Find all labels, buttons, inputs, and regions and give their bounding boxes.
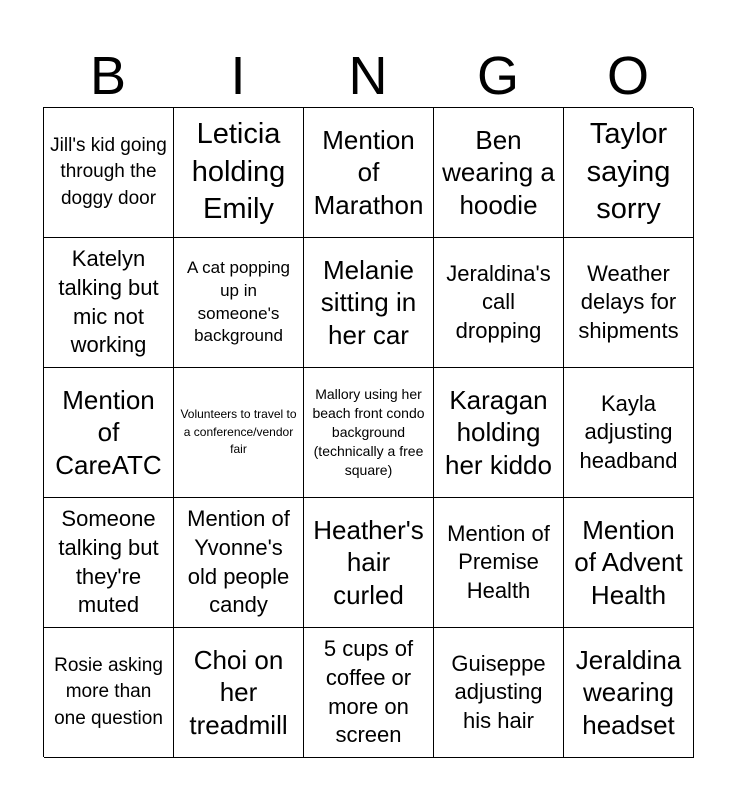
bingo-cell[interactable] [174, 628, 304, 758]
cell-text: Volunteers to travel to a conference/vendor fair [180, 407, 297, 457]
bingo-cell[interactable] [174, 238, 304, 368]
cell-text: Mention of Advent Health [574, 514, 683, 610]
cell-text: Taylor saying sorry [586, 117, 671, 226]
bingo-cell[interactable] [304, 238, 434, 368]
header-letter-o: O [606, 46, 649, 106]
bingo-cell[interactable] [44, 238, 174, 368]
bingo-grid [43, 107, 693, 757]
cell-text: Mention of CareATC [55, 384, 162, 480]
header-letter-b: B [89, 46, 127, 106]
cell-text: Kayla adjusting headband [579, 390, 678, 473]
header-letter-n: N [348, 46, 388, 106]
bingo-cell[interactable] [304, 628, 434, 758]
bingo-cell[interactable] [434, 628, 564, 758]
cell-text: Jeraldina wearing headset [575, 644, 682, 740]
bingo-cell[interactable] [174, 498, 304, 628]
bingo-cell[interactable] [44, 628, 174, 758]
cell-text: Heather's hair curled [313, 514, 424, 610]
bingo-cell[interactable] [564, 498, 694, 628]
cell-text: Leticia holding Emily [191, 117, 286, 226]
bingo-cell[interactable] [564, 238, 694, 368]
header-letter-i: I [230, 46, 246, 106]
cell-text: Mention of Yvonne's old people candy [187, 506, 290, 618]
header-letter-g: G [476, 46, 519, 106]
cell-text: Katelyn talking but mic not working [58, 246, 159, 358]
cell-text: Mention of Premise Health [447, 520, 550, 603]
bingo-cell[interactable] [44, 108, 174, 238]
cell-text: Melanie sitting in her car [320, 254, 417, 350]
bingo-cell[interactable] [434, 498, 564, 628]
bingo-cell[interactable] [434, 238, 564, 368]
cell-text: Mention of Marathon [313, 124, 424, 220]
bingo-cell[interactable] [44, 368, 174, 498]
cell-text: Someone talking but they're muted [58, 506, 159, 618]
cell-text: Ben wearing a hoodie [442, 124, 555, 220]
cell-text: Jeraldina's call dropping [446, 260, 551, 343]
bingo-cell[interactable] [434, 368, 564, 498]
bingo-cell[interactable] [174, 368, 304, 498]
bingo-cell[interactable] [304, 498, 434, 628]
cell-text: Rosie asking more than one question [54, 654, 163, 729]
bingo-header [43, 44, 693, 108]
bingo-cell[interactable] [174, 108, 304, 238]
bingo-cell[interactable] [434, 108, 564, 238]
cell-text: Mallory using her beach front condo background (technically a free square) [312, 386, 425, 478]
bingo-cell[interactable] [304, 368, 434, 498]
cell-text: 5 cups of coffee or more on screen [323, 636, 414, 748]
bingo-cell[interactable] [564, 368, 694, 498]
bingo-cell[interactable] [304, 108, 434, 238]
cell-text: Guiseppe adjusting his hair [451, 650, 546, 733]
bingo-cell[interactable] [44, 498, 174, 628]
cell-text: A cat popping up in someone's background [186, 257, 291, 346]
bingo-cell[interactable] [564, 108, 694, 238]
cell-text: Choi on her treadmill [189, 644, 288, 740]
bingo-cell[interactable] [564, 628, 694, 758]
cell-text: Karagan holding her kiddo [445, 384, 552, 480]
cell-text: Jill's kid going through the doggy door [50, 134, 167, 209]
cell-text: Weather delays for shipments [578, 260, 679, 343]
